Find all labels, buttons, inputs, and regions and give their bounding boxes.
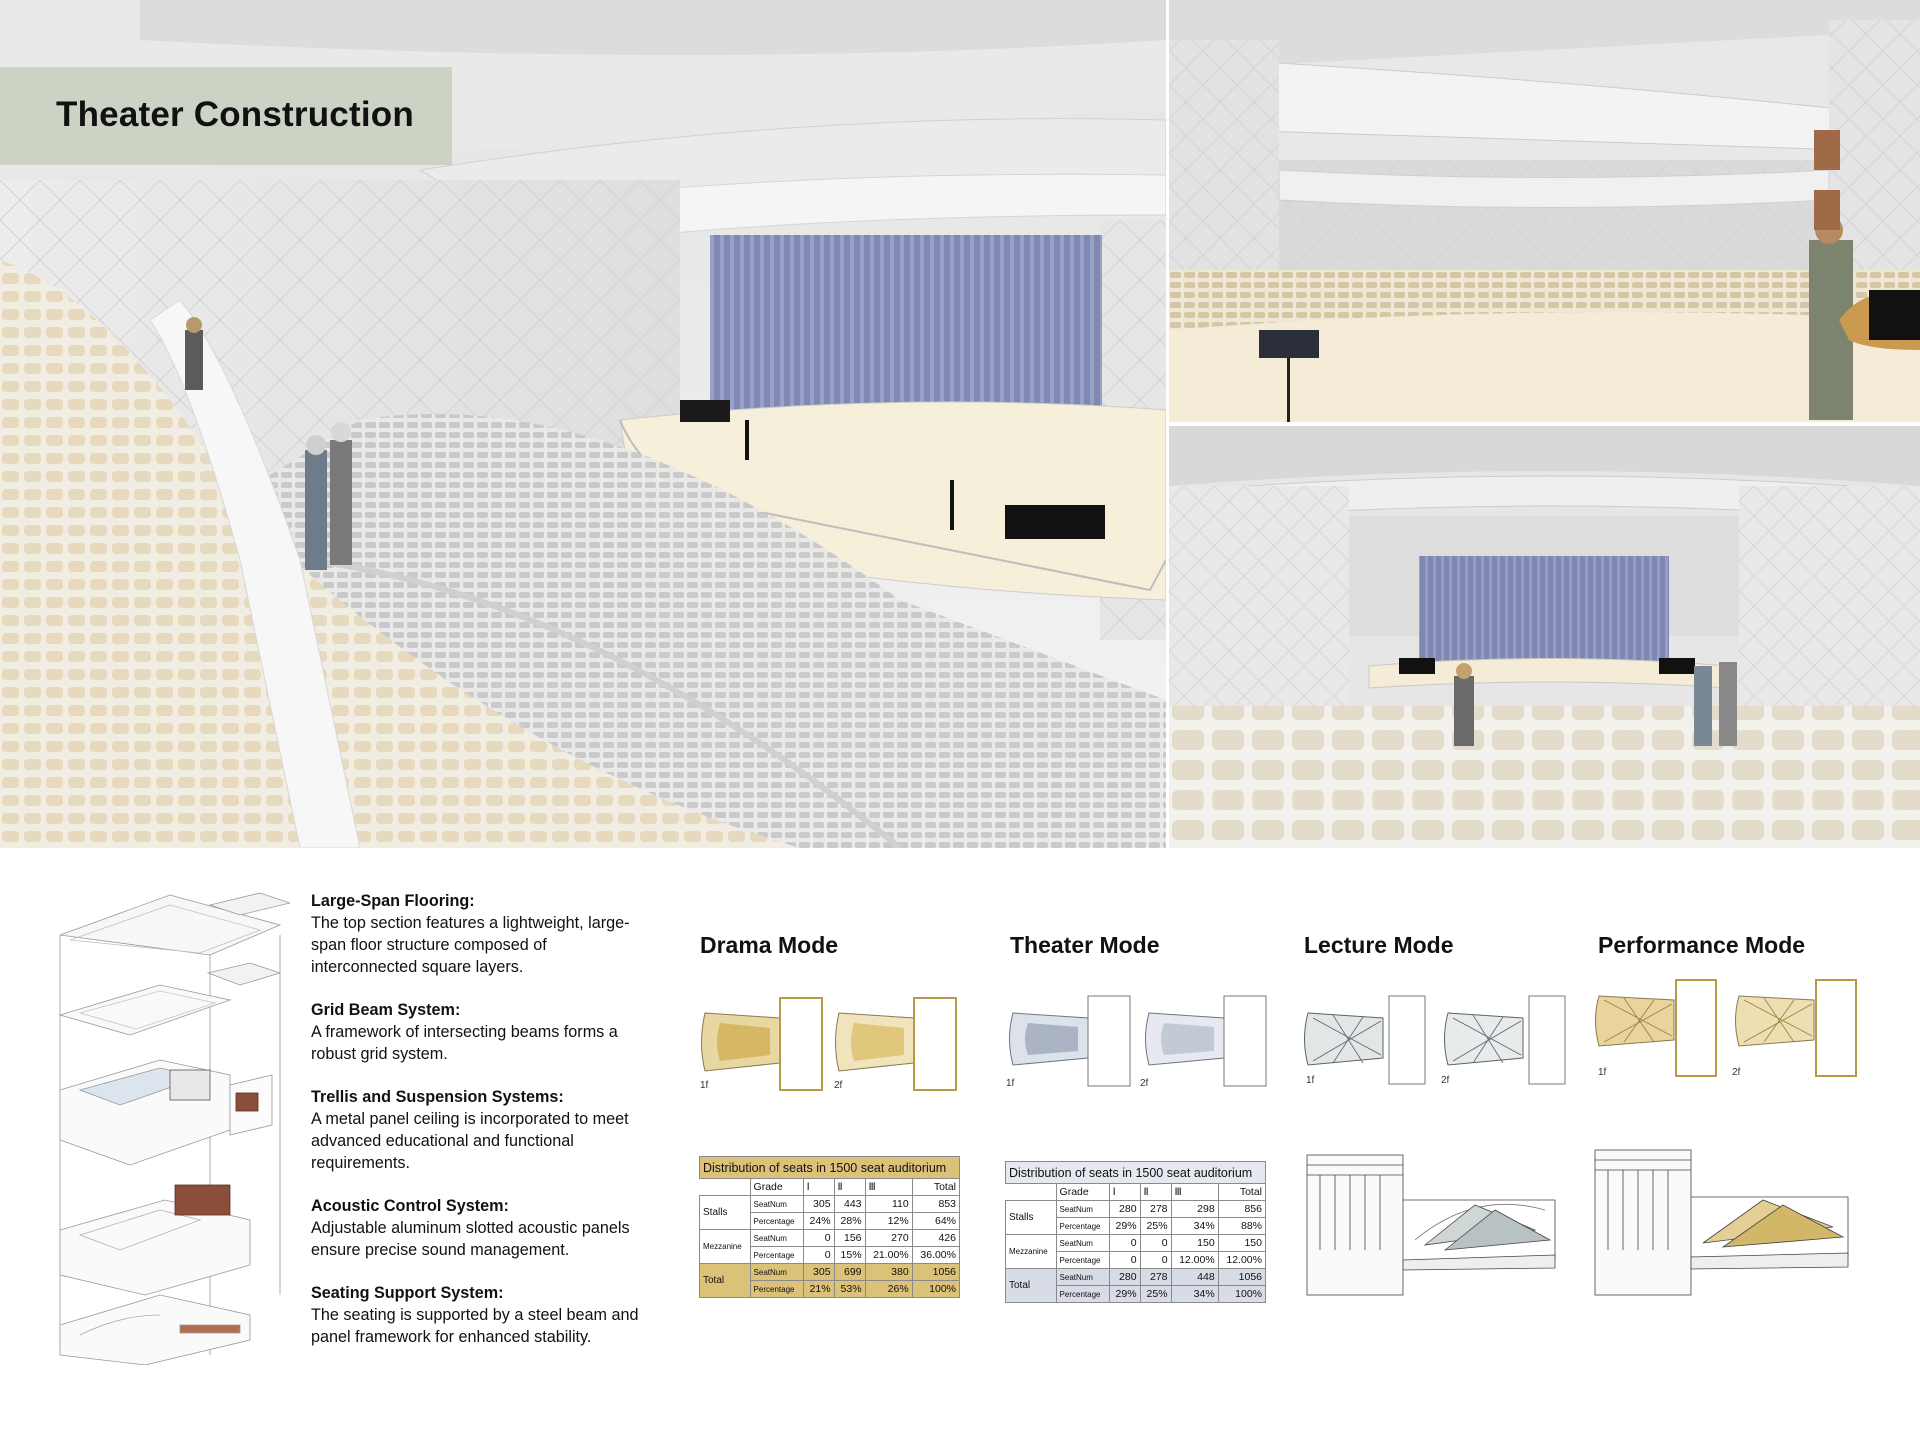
cell: 280 bbox=[1109, 1269, 1140, 1286]
feature-body: A framework of intersecting beams forms a robust grid system. bbox=[311, 1023, 618, 1063]
row-label: Percentage bbox=[1056, 1218, 1109, 1235]
row-label: SeatNum bbox=[750, 1196, 803, 1213]
feature-body: A metal panel ceiling is incorporated to meet advanced educational and functional requirements. bbox=[311, 1110, 629, 1172]
lecture-plan-1f bbox=[1303, 993, 1428, 1088]
cell: 64% bbox=[912, 1213, 959, 1230]
cell: 1056 bbox=[1218, 1269, 1265, 1286]
cell: 856 bbox=[1218, 1201, 1265, 1218]
cell: 426 bbox=[912, 1230, 959, 1247]
exploded-axonometric-diagram bbox=[50, 885, 290, 1365]
feature-body: The seating is supported by a steel beam and panel framework for enhanced stability. bbox=[311, 1306, 639, 1346]
theater-mode-title: Theater Mode bbox=[1010, 932, 1160, 958]
total-label: Total bbox=[1006, 1269, 1057, 1303]
cell: 305 bbox=[803, 1196, 834, 1213]
drama-seat-table bbox=[699, 1156, 960, 1298]
mezzanine-label: Mezzanine bbox=[700, 1230, 751, 1264]
cell: 29% bbox=[1109, 1218, 1140, 1235]
cell: 21% bbox=[803, 1281, 834, 1298]
feature-list bbox=[311, 890, 641, 1369]
drama-plan-1f bbox=[700, 993, 825, 1093]
cell: 0 bbox=[1109, 1235, 1140, 1252]
main-auditorium-render bbox=[0, 0, 1166, 848]
feature-title: Seating Support System: bbox=[311, 1284, 504, 1302]
grade-3-header: Ⅲ bbox=[1171, 1184, 1218, 1201]
cell: 24% bbox=[803, 1213, 834, 1230]
cell: 12.00% bbox=[1218, 1252, 1265, 1269]
cell: 699 bbox=[834, 1264, 865, 1281]
cell: 100% bbox=[1218, 1286, 1265, 1303]
grade-header: Grade bbox=[1056, 1184, 1109, 1201]
audience-perspective-image bbox=[1169, 426, 1920, 848]
cell: 380 bbox=[865, 1264, 912, 1281]
lecture-floor-label-1f: 1f bbox=[1306, 1075, 1315, 1086]
theater-plan-2f bbox=[1144, 993, 1269, 1088]
cell: 278 bbox=[1140, 1269, 1171, 1286]
cell: 0 bbox=[803, 1230, 834, 1247]
cell: 150 bbox=[1218, 1235, 1265, 1252]
row-label: Percentage bbox=[1056, 1286, 1109, 1303]
audience-view-render bbox=[1169, 426, 1920, 848]
cell: 34% bbox=[1171, 1218, 1218, 1235]
performance-plan-2f bbox=[1734, 978, 1859, 1078]
theater-seat-table bbox=[1005, 1161, 1266, 1303]
lecture-section-diagram bbox=[1305, 1150, 1570, 1305]
feature-body: Adjustable aluminum slotted acoustic panels ensure precise sound management. bbox=[311, 1219, 630, 1259]
grade-2-header: Ⅱ bbox=[1140, 1184, 1171, 1201]
row-label: SeatNum bbox=[1056, 1201, 1109, 1218]
lecture-floor-label-2f: 2f bbox=[1441, 1075, 1450, 1086]
drama-plan-2f bbox=[834, 993, 959, 1093]
feature-title: Large-Span Flooring: bbox=[311, 892, 475, 910]
cell: 0 bbox=[803, 1247, 834, 1264]
stalls-label: Stalls bbox=[1006, 1201, 1057, 1235]
lecture-plan-2f bbox=[1443, 993, 1568, 1088]
drama-floor-label-2f: 2f bbox=[834, 1080, 843, 1091]
feature-acoustic-control bbox=[311, 1195, 641, 1261]
cell: 36.00% bbox=[912, 1247, 959, 1264]
cell: 28% bbox=[834, 1213, 865, 1230]
row-label: SeatNum bbox=[1056, 1269, 1109, 1286]
cell: 853 bbox=[912, 1196, 959, 1213]
cell: 443 bbox=[834, 1196, 865, 1213]
feature-title: Grid Beam System: bbox=[311, 1001, 461, 1019]
feature-large-span-flooring bbox=[311, 890, 641, 978]
row-label: Percentage bbox=[750, 1213, 803, 1230]
feature-trellis-suspension bbox=[311, 1086, 641, 1174]
cell: 110 bbox=[865, 1196, 912, 1213]
cell: 53% bbox=[834, 1281, 865, 1298]
performance-floor-label-2f: 2f bbox=[1732, 1067, 1741, 1078]
cell: 150 bbox=[1171, 1235, 1218, 1252]
mezzanine-label: Mezzanine bbox=[1006, 1235, 1057, 1269]
grade-header: Grade bbox=[750, 1179, 803, 1196]
grade-1-header: Ⅰ bbox=[803, 1179, 834, 1196]
feature-title: Acoustic Control System: bbox=[311, 1197, 509, 1215]
drama-mode-title: Drama Mode bbox=[700, 932, 839, 958]
cell: 100% bbox=[912, 1281, 959, 1298]
cell: 0 bbox=[1109, 1252, 1140, 1269]
grade-1-header: Ⅰ bbox=[1109, 1184, 1140, 1201]
cell: 280 bbox=[1109, 1201, 1140, 1218]
cell: 12.00% bbox=[1171, 1252, 1218, 1269]
theater-plan-1f bbox=[1008, 993, 1133, 1088]
performance-mode-title: Performance Mode bbox=[1598, 932, 1806, 958]
row-label: Percentage bbox=[1056, 1252, 1109, 1269]
cell: 0 bbox=[1140, 1252, 1171, 1269]
grade-2-header: Ⅱ bbox=[834, 1179, 865, 1196]
row-label: SeatNum bbox=[1056, 1235, 1109, 1252]
row-label: Percentage bbox=[750, 1281, 803, 1298]
lecture-mode-title: Lecture Mode bbox=[1304, 932, 1454, 958]
row-label: Percentage bbox=[750, 1247, 803, 1264]
total-header: Total bbox=[1218, 1184, 1265, 1201]
total-label: Total bbox=[700, 1264, 751, 1298]
table-caption: Distribution of seats in 1500 seat auditorium bbox=[700, 1157, 960, 1179]
row-label: SeatNum bbox=[750, 1230, 803, 1247]
performance-plan-1f bbox=[1594, 978, 1719, 1078]
grade-3-header: Ⅲ bbox=[865, 1179, 912, 1196]
cell: 34% bbox=[1171, 1286, 1218, 1303]
feature-body: The top section features a lightweight, large-span floor structure composed of interconnected square layers. bbox=[311, 914, 630, 976]
feature-seating-support bbox=[311, 1282, 641, 1348]
cell: 15% bbox=[834, 1247, 865, 1264]
cell: 1056 bbox=[912, 1264, 959, 1281]
performance-floor-label-1f: 1f bbox=[1598, 1067, 1607, 1078]
cell: 156 bbox=[834, 1230, 865, 1247]
row-label: SeatNum bbox=[750, 1264, 803, 1281]
title-banner bbox=[0, 67, 452, 165]
stalls-label: Stalls bbox=[700, 1196, 751, 1230]
feature-title: Trellis and Suspension Systems: bbox=[311, 1088, 564, 1106]
theater-floor-label-2f: 2f bbox=[1140, 1078, 1149, 1089]
cell: 0 bbox=[1140, 1235, 1171, 1252]
cell: 21.00% bbox=[865, 1247, 912, 1264]
cell: 25% bbox=[1140, 1218, 1171, 1235]
cell: 29% bbox=[1109, 1286, 1140, 1303]
cell: 12% bbox=[865, 1213, 912, 1230]
performance-section-diagram bbox=[1593, 1145, 1858, 1305]
cell: 278 bbox=[1140, 1201, 1171, 1218]
page-title: Theater Construction bbox=[56, 95, 414, 134]
total-header: Total bbox=[912, 1179, 959, 1196]
feature-grid-beam-system bbox=[311, 999, 641, 1065]
table-caption: Distribution of seats in 1500 seat auditorium bbox=[1006, 1162, 1266, 1184]
cell: 298 bbox=[1171, 1201, 1218, 1218]
cell: 88% bbox=[1218, 1218, 1265, 1235]
cell: 270 bbox=[865, 1230, 912, 1247]
drama-floor-label-1f: 1f bbox=[700, 1080, 709, 1091]
cell: 448 bbox=[1171, 1269, 1218, 1286]
theater-floor-label-1f: 1f bbox=[1006, 1078, 1015, 1089]
cell: 25% bbox=[1140, 1286, 1171, 1303]
balcony-view-image bbox=[1169, 0, 1920, 422]
cell: 26% bbox=[865, 1281, 912, 1298]
cell: 305 bbox=[803, 1264, 834, 1281]
stage-view-render bbox=[1169, 0, 1920, 422]
